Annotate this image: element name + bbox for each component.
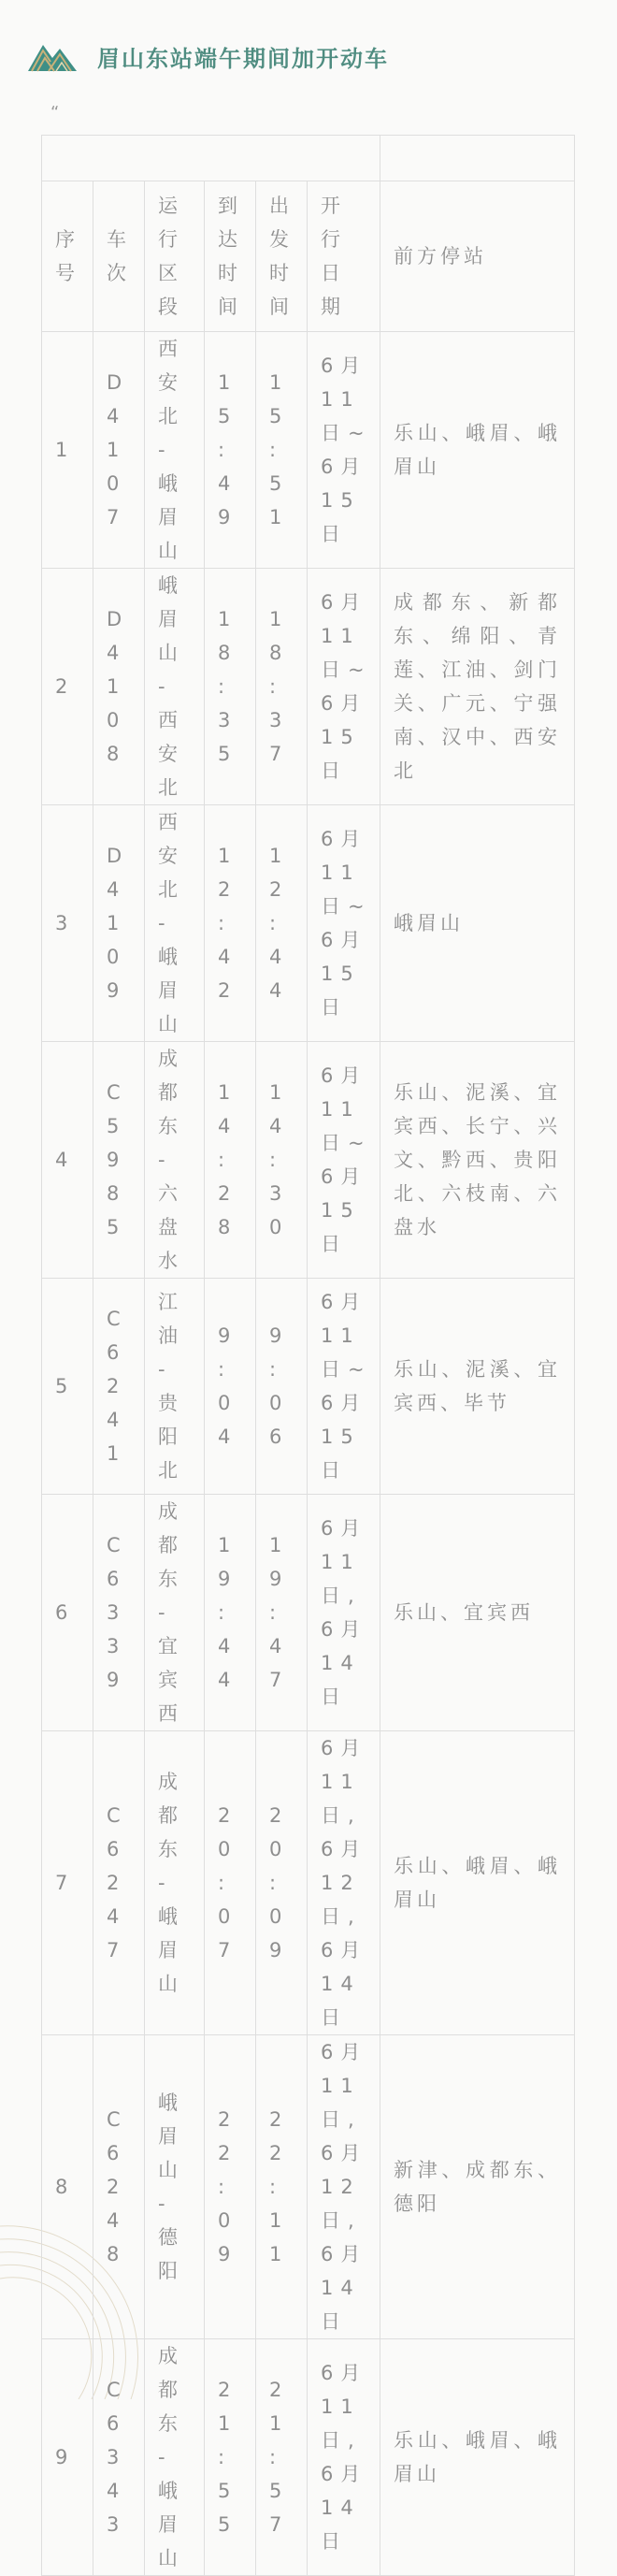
table-row: [42, 2035, 575, 2339]
cell-no: 4: [42, 1042, 93, 1279]
cell-stops: 峨眉山: [380, 805, 575, 1042]
cell-depart: 14:30: [256, 1042, 308, 1279]
cell-depart: 21:57: [256, 2339, 308, 2576]
cell-train: D4108: [93, 569, 145, 805]
cell-arrive: 22:09: [205, 2035, 256, 2339]
header-arrive: 到达时间: [205, 181, 256, 332]
cell-no: 8: [42, 2035, 93, 2339]
cell-arrive: 12:42: [205, 805, 256, 1042]
header-depart: 出发时间: [256, 181, 308, 332]
table-row: [42, 1042, 575, 1279]
table-row: [42, 1495, 575, 1731]
article-header: [26, 37, 389, 75]
header-section: 运行区段: [145, 181, 205, 332]
cell-dates: 6月11日,6月14日: [308, 2339, 380, 2576]
cell-train: C6339: [93, 1495, 145, 1731]
cell-stops: 乐山、峨眉、峨眉山: [380, 332, 575, 569]
cell-arrive: 15:49: [205, 332, 256, 569]
cell-dates: 6月11日,6月12日,6月14日: [308, 1731, 380, 2035]
cell-depart: 9:06: [256, 1279, 308, 1495]
header-train: 车次: [93, 181, 145, 332]
cell-dates: 6月11日~6月15日: [308, 569, 380, 805]
cell-no: 9: [42, 2339, 93, 2576]
cell-train: C6343: [93, 2339, 145, 2576]
cell-section: 西安北-峨眉山: [145, 332, 205, 569]
cell-no: 2: [42, 569, 93, 805]
cell-no: 6: [42, 1495, 93, 1731]
cell-dates: 6月11日,6月12日,6月14日: [308, 2035, 380, 2339]
cell-train: C5985: [93, 1042, 145, 1279]
cell-dates: 6月11日,6月14日: [308, 1495, 380, 1731]
cell-no: 5: [42, 1279, 93, 1495]
cell-stops: 成都东、新都东、绵阳、青莲、江油、剑门关、广元、宁强南、汉中、西安北: [380, 569, 575, 805]
cell-arrive: 20:07: [205, 1731, 256, 2035]
header-stops: 前方停站: [380, 181, 575, 332]
cell-section: 成都东-六盘水: [145, 1042, 205, 1279]
cell-arrive: 21:55: [205, 2339, 256, 2576]
cell-no: 7: [42, 1731, 93, 2035]
table-row: [42, 1731, 575, 2035]
cell-depart: 22:11: [256, 2035, 308, 2339]
cell-depart: 19:47: [256, 1495, 308, 1731]
cell-train: D4109: [93, 805, 145, 1042]
mountain-logo-icon: [26, 37, 79, 75]
cell-depart: 20:09: [256, 1731, 308, 2035]
cell-stops: 乐山、峨眉、峨眉山: [380, 1731, 575, 2035]
blank-row: [42, 136, 575, 181]
cell-dates: 6月11日~6月15日: [308, 1042, 380, 1279]
cell-train: C6241: [93, 1279, 145, 1495]
blank-cell: [380, 136, 575, 181]
table-row: [42, 1279, 575, 1495]
table-header-row: [42, 181, 575, 332]
cell-dates: 6月11日~6月15日: [308, 1279, 380, 1495]
table-row: [42, 805, 575, 1042]
cell-no: 1: [42, 332, 93, 569]
cell-arrive: 14:28: [205, 1042, 256, 1279]
cell-stops: 乐山、峨眉、峨眉山: [380, 2339, 575, 2576]
cell-arrive: 18:35: [205, 569, 256, 805]
cell-section: 成都东-峨眉山: [145, 1731, 205, 2035]
cell-dates: 6月11日~6月15日: [308, 332, 380, 569]
train-schedule-table: [41, 135, 575, 2576]
quote-mark: “: [50, 103, 60, 123]
cell-depart: 18:37: [256, 569, 308, 805]
cell-section: 峨眉山-西安北: [145, 569, 205, 805]
cell-section: 成都东-宜宾西: [145, 1495, 205, 1731]
table-row: [42, 2339, 575, 2576]
cell-no: 3: [42, 805, 93, 1042]
cell-stops: 乐山、泥溪、宜宾西、毕节: [380, 1279, 575, 1495]
cell-depart: 15:51: [256, 332, 308, 569]
cell-arrive: 9:04: [205, 1279, 256, 1495]
header-dates: 开行日期: [308, 181, 380, 332]
cell-depart: 12:44: [256, 805, 308, 1042]
cell-stops: 乐山、泥溪、宜宾西、长宁、兴文、黔西、贵阳北、六枝南、六盘水: [380, 1042, 575, 1279]
cell-arrive: 19:44: [205, 1495, 256, 1731]
blank-cell: [42, 136, 380, 181]
cell-dates: 6月11日~6月15日: [308, 805, 380, 1042]
cell-train: C6248: [93, 2035, 145, 2339]
cell-stops: 乐山、宜宾西: [380, 1495, 575, 1731]
table-row: [42, 332, 575, 569]
cell-train: C6247: [93, 1731, 145, 2035]
cell-train: D4107: [93, 332, 145, 569]
cell-stops: 新津、成都东、德阳: [380, 2035, 575, 2339]
header-no: 序号: [42, 181, 93, 332]
cell-section: 江油-贵阳北: [145, 1279, 205, 1495]
cell-section: 峨眉山-德阳: [145, 2035, 205, 2339]
cell-section: 西安北-峨眉山: [145, 805, 205, 1042]
table-row: [42, 569, 575, 805]
article-title: 眉山东站端午期间加开动车: [97, 45, 389, 72]
cell-section: 成都东-峨眉山: [145, 2339, 205, 2576]
